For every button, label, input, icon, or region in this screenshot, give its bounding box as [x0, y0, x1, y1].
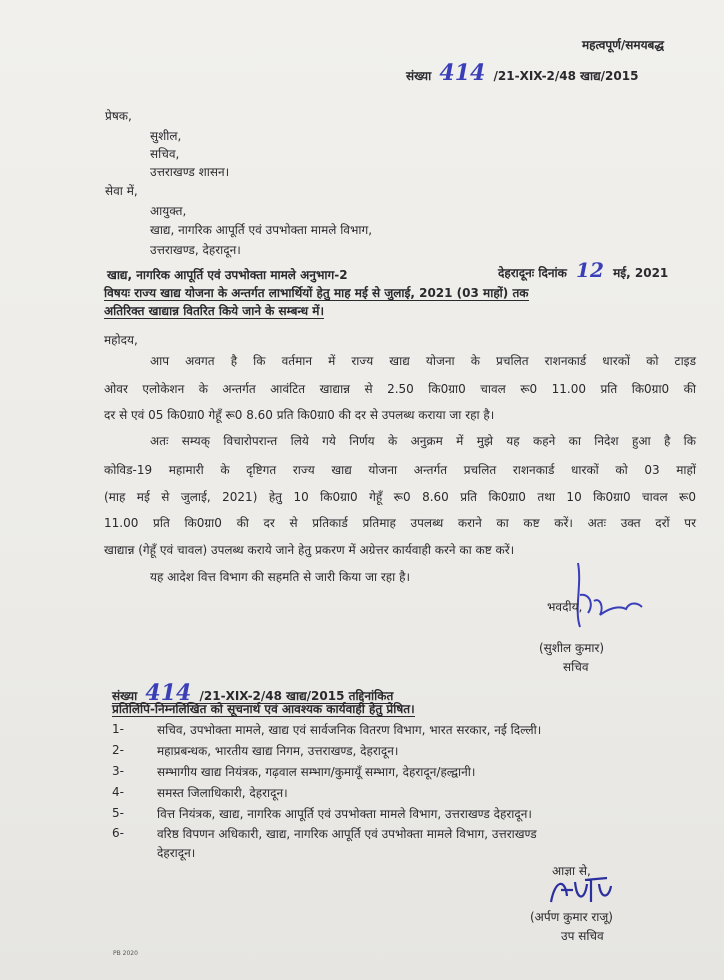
section-name: खाद्य, नागरिक आपूर्ति एवं उपभोक्ता मामले अनुभाग-2 — [107, 268, 348, 282]
body-p2-line3: (माह मई से जुलाई, 2021) हेतु 10 कि0ग्रा0 गेहूँ रू0 8.60 प्रति कि0ग्रा0 तथा 10 कि0ग्रा0 चावल रू0 — [104, 490, 696, 504]
sender-label: प्रेषक, — [105, 109, 132, 123]
list-item-text: महाप्रबन्धक, भारतीय खाद्य निगम, उत्तराखण्ड, देहरादून। — [157, 744, 399, 758]
date-rest: मई, 2021 — [613, 266, 669, 280]
list-item-text: वरिष्ठ विपणन अधिकारी, खाद्य, नागरिक आपूर्ति एवं उपभोक्ता मामले विभाग, उत्तराखण्ड — [157, 827, 537, 841]
list-item-text: सचिव, उपभोक्ता मामले, खाद्य एवं सार्वजनिक वितरण विभाग, भारत सरकार, नई दिल्ली। — [157, 723, 542, 737]
sender-office: उत्तराखण्ड शासन। — [150, 165, 230, 179]
recipient-department: खाद्य, नागरिक आपूर्ति एवं उपभोक्ता मामले विभाग, — [150, 223, 373, 237]
body-p2-line4: 11.00 प्रति कि0ग्रा0 की दर से प्रतिकार्ड प्रतिमाह उपलब्ध कराने का कष्ट करें। अतः उक्त दरों पर — [104, 516, 696, 530]
handwritten-copy-ref-number: 414 — [145, 680, 192, 706]
list-item-text: देहरादून। — [157, 846, 196, 860]
list-item-text: वित्त नियंत्रक, खाद्य, नागरिक आपूर्ति एवं उपभोक्ता मामले विभाग, उत्तराखण्ड देहरादून। — [157, 807, 532, 821]
body-p1-line2: ओवर एलोकेशन के अन्तर्गत आवंटित खाद्यान्न से 2.50 कि0ग्रा0 चावल रू0 11.00 प्रति कि0ग्रा0 की — [104, 382, 696, 396]
ref-prefix: संख्या — [406, 69, 432, 83]
recipient-label: सेवा में, — [105, 184, 138, 198]
body-p1-line1: आप अवगत है कि वर्तमान में राज्य खाद्य योजना के प्रचलित राशनकार्ड धारकों को टाइड — [150, 354, 696, 368]
list-item-number: 3- — [112, 764, 124, 778]
recipient-name: आयुक्त, — [150, 204, 187, 218]
signatory-name: (सुशील कुमार) — [539, 641, 605, 655]
list-item-number: 4- — [112, 785, 124, 799]
sender-name: सुशील, — [150, 129, 182, 143]
signature-sushil — [560, 555, 650, 635]
ref-suffix: /21-XIX-2/48 खाद्य/2015 — [493, 69, 639, 83]
subject-text-1: विषयः राज्य खाद्य योजना के अन्तर्गत लाभार्थियों हेतु माह मई से जुलाई, 2021 (03 माहों) तक — [104, 286, 529, 300]
signatory2-designation: उप सचिव — [561, 929, 604, 943]
signature-arpan — [545, 872, 625, 908]
body-p2-line1: अतः सम्यक् विचारोपरान्त लिये गये निर्णय के अनुक्रम में मुझे यह कहने का निदेश हुआ है कि — [150, 434, 696, 448]
body-p2-line5: खाद्यान्न (गेहूँ एवं चावल) उपलब्ध कराये जाने हेतु प्रकरण में अग्रेत्तर कार्यवाही करने का कष्ट करें। — [104, 543, 515, 557]
subject-text-2: अतिरिक्त खाद्यान्न वितरित किये जाने के सम्बन्ध में। — [104, 304, 325, 318]
reference-number — [406, 60, 638, 86]
subject-line-1 — [104, 284, 696, 301]
recipient-city: उत्तराखण्ड, देहरादून। — [150, 243, 241, 257]
salutation: महोदय, — [104, 333, 138, 347]
list-item-text: समस्त जिलाधिकारी, देहरादून। — [157, 786, 288, 800]
sender-designation: सचिव, — [150, 147, 180, 161]
body-p1-line3: दर से एवं 05 कि0ग्रा0 गेहूँ रू0 8.60 प्रति कि0ग्रा0 की दर से उपलब्ध कराया जा रहा है। — [104, 408, 495, 422]
signatory-designation: सचिव — [563, 660, 589, 674]
date-prefix: देहरादूनः दिनांक — [498, 266, 567, 280]
list-item-number: 5- — [112, 806, 124, 820]
copy-heading-text: प्रतिलिपि-निम्नलिखित को सूचनार्थ एवं आवश्यक कार्यवाही हेतु प्रेषित। — [112, 702, 415, 716]
signatory2-name: (अर्पण कुमार राजू) — [530, 910, 613, 924]
copy-ref-suffix: /21-XIX-2/48 खाद्य/2015 तद्दिनांकित — [199, 689, 394, 703]
body-p3: यह आदेश वित्त विभाग की सहमति से जारी किया जा रहा है। — [150, 570, 411, 584]
footer-mark: PB 2020 — [113, 950, 138, 957]
list-item-number: 2- — [112, 743, 124, 757]
copy-ref-prefix: संख्या — [112, 689, 138, 703]
letter-date — [498, 258, 668, 282]
list-item-number: 6- — [112, 826, 124, 840]
closing-aagya-se: आज्ञा से, — [552, 864, 591, 878]
subject-line-2 — [104, 302, 324, 319]
list-item-text: सम्भागीय खाद्य नियंत्रक, गढ़वाल सम्भाग/कुमायूँ सम्भाग, देहरादून/हल्द्वानी। — [157, 765, 476, 779]
handwritten-ref-number: 414 — [439, 60, 486, 86]
closing-bhavdiya: भवदीय, — [547, 600, 583, 614]
body-p2-line2: कोविड-19 महामारी के दृष्टिगत राज्य खाद्य योजना अन्तर्गत प्रचलित राशनकार्ड धारकों को 03 माहों — [104, 463, 696, 477]
handwritten-date-day: 12 — [576, 258, 604, 282]
copy-heading — [112, 700, 415, 717]
list-item-number: 1- — [112, 722, 124, 736]
priority-label: महत्वपूर्ण/समयबद्ध — [582, 38, 664, 52]
